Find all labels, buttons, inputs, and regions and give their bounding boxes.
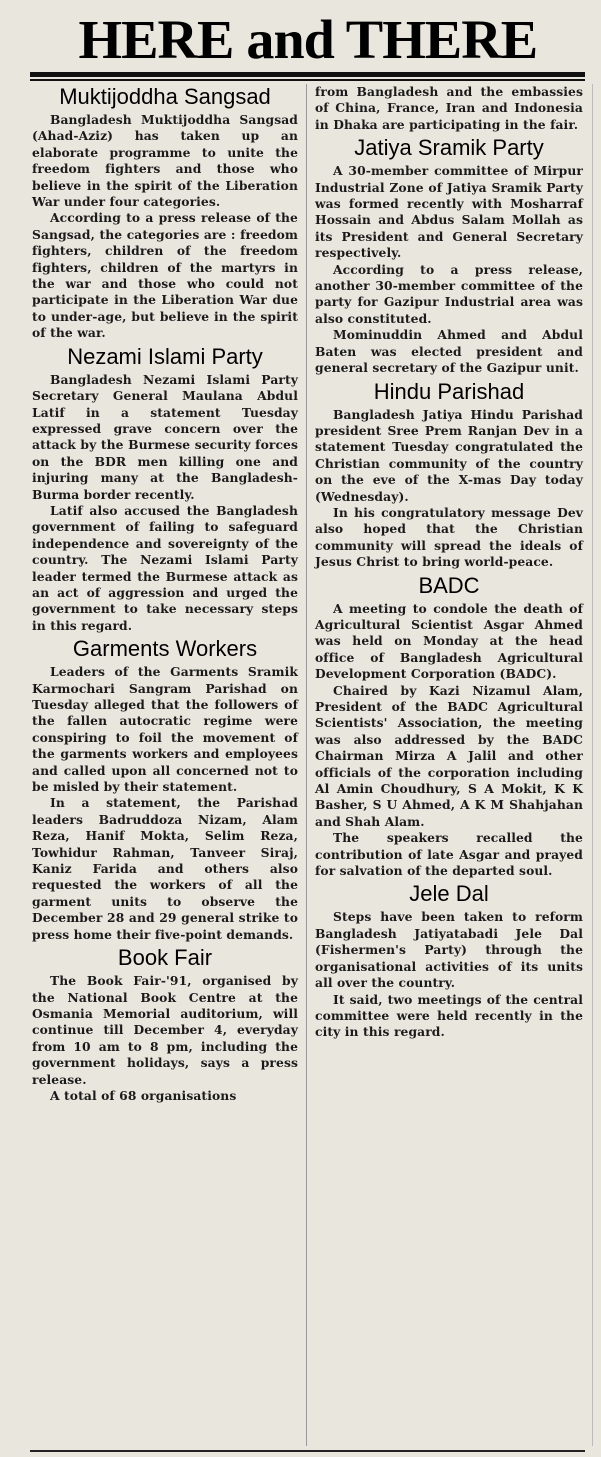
story-headline: Jele Dal [409,881,489,907]
story-headline: Muktijoddha Sangsad [59,84,271,109]
left-column [32,84,298,1106]
story-headline: BADC [418,572,480,598]
story-headline: Book Fair [117,945,213,971]
story-headline: Nezami Islami Party [67,343,263,369]
masthead-rule [30,72,585,77]
story-paragraph: It said, two meetings of the central committee were held recently in the city in this regard. [315,991,583,1040]
right-edge-rule [592,84,593,1446]
story-book-fair [32,945,298,1104]
story-paragraph: A total of 68 organisations [50,1087,237,1103]
story-paragraph: Leaders of the Garments Sramik Karmochari Sangram Parishad on Tuesday alleged that the followers of the fallen autocratic regime were conspiring to foil the movement of the garments workers and employees and called upon all concerned not to be misled by their statement. [32,664,298,795]
right-column [315,84,583,1043]
story-paragraph: A meeting to condole the death of Agricultural Scientist Asgar Ahmed was held on Monday at the head office of Bangladesh Agricultural Development Corporation (BADC). [315,600,583,682]
story-paragraph: Mominuddin Ahmed and Abdul Baten was elected president and general secretary of the Gazipur unit. [315,327,583,376]
story-book-fair-continued [315,84,583,133]
story-headline: Hindu Parishad [373,378,525,404]
story-paragraph: Bangladesh Muktijoddha Sangsad (Ahad-Aziz) has taken up an elaborate programme to unite the freedom fighters and those who believe in the spirit of the Liberation War under four categories. [32,112,298,210]
story-jele-dal [315,881,583,1040]
story-paragraph: In a statement, the Parishad leaders Badruddoza Nizam, Alam Reza, Hanif Mokta, Selim Reza, Towhidur Rahman, Tanveer Siraj, Kaniz Farida and others also requested the workers of all the garment units to observe the December 28 and 29 general strike to press home their five-point demands. [32,795,298,942]
story-garments-workers [32,636,298,943]
masthead-title: HERE and THERE [78,8,537,70]
story-paragraph: Bangladesh Nezami Islami Party Secretary General Maulana Abdul Latif in a statement Tuesday expressed grave concern over the attack by the Burmese security forces on the BDR men killing one and injuring many at the Bangladesh-Burma border recently. [32,371,298,502]
story-paragraph: Steps have been taken to reform Bangladesh Jatiyatabadi Jele Dal (Fishermen's Party) through the organisational activities of its units all over the country. [315,909,583,991]
story-badc [315,573,583,880]
masthead [30,6,585,72]
story-nezami-islami-party [32,344,298,635]
column-divider [306,84,307,1446]
bottom-rule [30,1450,585,1452]
story-paragraph: In his congratulatory message Dev also hoped that the Christian community will spread the ideals of Jesus Christ to bring world-peace. [315,504,583,570]
story-paragraph: Latif also accused the Bangladesh government of failing to safeguard independence and sovereignty of the country. The Nezami Islami Party leader termed the Burmese attack as an act of aggression and urged the government to take necessary steps in this regard. [32,502,298,633]
story-muktijoddha-sangsad [32,84,298,342]
story-hindu-parishad [315,379,583,571]
story-paragraph: Bangladesh Jatiya Hindu Parishad president Sree Prem Ranjan Dev in a statement Tuesday congratulated the Christian community of the country on the eve of the X-mas Day today (Wednesday). [315,406,583,504]
story-paragraph: According to a press release, another 30-member committee of the party for Gazipur Industrial area was also constituted. [315,261,583,326]
story-paragraph: According to a press release of the Sangsad, the categories are : freedom fighters, children of the freedom fighters, children of the martyrs in the war and those who could not participate in the Liberation War due to under-age, but believe in the spirit of the war. [32,210,298,341]
story-paragraph: A 30-member committee of Mirpur Industrial Zone of Jatiya Sramik Party was formed recently with Mosharraf Hossain and Abdus Salam Mollah as its President and General Secretary respectively. [315,163,583,261]
story-headline: Jatiya Sramik Party [354,135,544,161]
story-paragraph: Chaired by Kazi Nizamul Alam, President of the BADC Agricultural Scientists' Association, the meeting was also addressed by the BADC Chairman Mirza A Jalil and other officials of the corporation including Al Amin Choudhury, S A Mokit, K K Basher, S U Ahmed, A K M Shahjahan and Shah Alam. [315,682,583,829]
story-jatiya-sramik-party [315,135,583,376]
story-paragraph: The Book Fair-'91, organised by the National Book Centre at the Osmania Memorial auditorium, will continue till December 4, everyday from 10 am to 8 pm, including the government holidays, says a press release. [32,973,298,1087]
story-paragraph: The speakers recalled the contribution of late Asgar and prayed for salvation of the departed soul. [315,830,583,879]
story-headline: Garments Workers [72,636,258,662]
masthead-rule-thin [30,79,585,81]
story-paragraph-continued: from Bangladesh and the embassies of China, France, Iran and Indonesia in Dhaka are participating in the fair. [315,84,583,132]
